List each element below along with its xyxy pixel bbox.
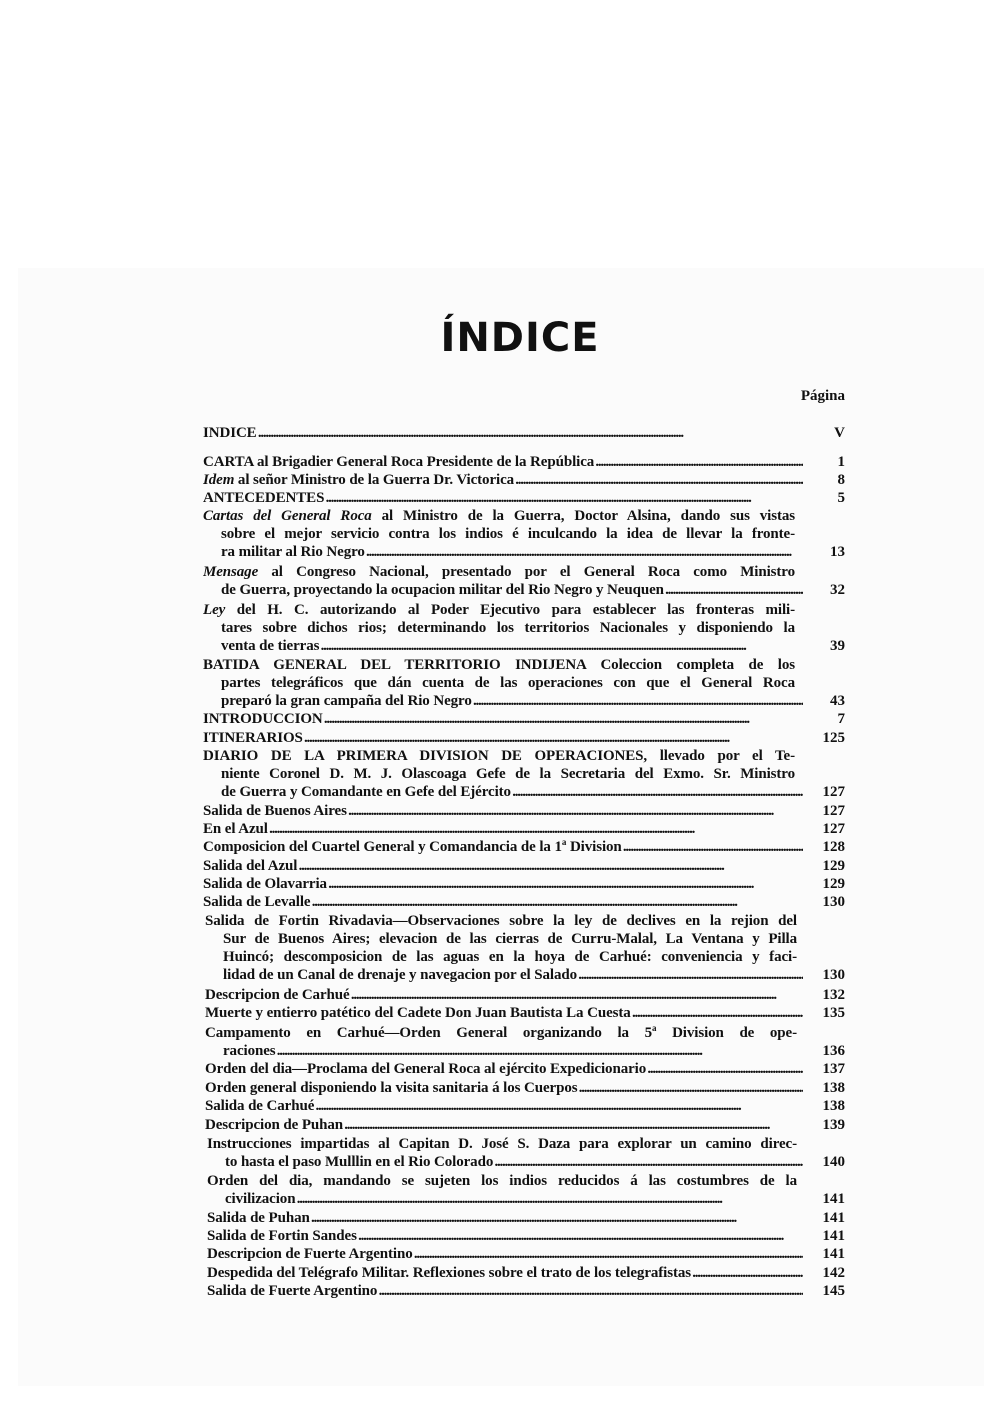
toc-entry-page: 13	[830, 544, 845, 560]
toc-entry-page: 139	[822, 1117, 845, 1133]
toc-entry-title	[203, 601, 795, 619]
toc-entry-title: Descripcion de Carhué . . .	[205, 986, 803, 1004]
toc-entry-page: 127	[822, 784, 845, 800]
toc-entry-title	[203, 453, 803, 471]
toc-entry-page: 142	[822, 1265, 845, 1281]
toc-entry-title: Salida de Olavarria . . .	[203, 875, 803, 893]
toc-entry-lead: Ley	[203, 602, 226, 618]
toc-entry-title: Salida de Levalle . . .	[203, 893, 803, 911]
toc-entry-title: Salida de Buenos Aires . . .	[203, 802, 803, 820]
toc-entry-lead: CARTA	[203, 454, 254, 470]
superscript: a	[561, 838, 567, 847]
toc-entry-text: del H. C. autorizando al Poder Ejecutivo para establecer las fronteras mili-	[236, 602, 795, 618]
toc-entry-page: 129	[822, 858, 845, 874]
toc-entry-title: Despedida del Telégrafo Militar. Reflexiones sobre el trato de los telegrafistas . . .	[207, 1264, 803, 1282]
toc-entry-text: al Ministro de la Guerra, Doctor Alsina, dando sus vistas	[381, 508, 795, 524]
toc-entry-text: llevado por el Te-	[659, 748, 795, 764]
toc-entry-title: Instrucciones impartidas al Capitan D. José S. Daza para explorar un camino direc-	[207, 1136, 797, 1152]
toc-entry-title: Salida de Fortin Sandes . . .	[207, 1227, 803, 1245]
toc-entry-continuation: Huincó; descomposicion de las aguas en la hoya de Carhué: conveniencia y faci-	[223, 949, 797, 965]
toc-entry-continuation: niente Coronel D. M. J. Olascoaga Gefe de la Secretaria del Exmo. Sr. Ministro	[221, 766, 795, 782]
toc-entry-continuation: de Guerra y Comandante en Gefe del Ejército . . .	[221, 783, 803, 801]
toc-entry-text: Coleccion completa de los	[600, 657, 795, 673]
toc-entry-continuation: civilizacion . . .	[225, 1190, 803, 1208]
toc-entry-page: 141	[822, 1210, 845, 1226]
toc-entry-continuation: ra militar al Rio Negro . . .	[221, 543, 803, 561]
toc-entry-title	[203, 507, 795, 525]
toc-entry-title: INDICE . . .	[203, 424, 803, 442]
toc-entry-title: ANTECEDENTES . . .	[203, 489, 803, 507]
toc-entry-page: 130	[822, 894, 845, 910]
toc-entry-title: Descripcion de Puhan . . .	[205, 1116, 803, 1134]
toc-entry-page: 8	[837, 472, 845, 488]
toc-entry-page: 5	[837, 490, 845, 506]
toc-entry-page: 137	[822, 1061, 845, 1077]
toc-entry-title: Descripcion de Fuerte Argentino . . .	[207, 1245, 803, 1263]
toc-entry-title: En el Azul . . .	[203, 820, 803, 838]
toc-entry-page: 128	[822, 839, 845, 855]
page-column-label: Página	[800, 388, 845, 404]
toc-entry-title: Salida de Puhan . . .	[207, 1209, 803, 1227]
toc-entry-page: 1	[837, 454, 845, 470]
toc-entry-text: Division	[569, 839, 622, 855]
toc-entry-lead: Mensage	[203, 564, 259, 580]
toc-entry-text: al Congreso Nacional, presentado por el General Roca como Ministro	[271, 564, 795, 580]
toc-entry-page: 145	[822, 1283, 845, 1299]
toc-entry-title	[203, 838, 803, 856]
toc-entry-page: 141	[822, 1191, 845, 1207]
toc-entry-continuation: Sur de Buenos Aires; elevacion de las cierras de Curru-Malal, La Ventana y Pilla	[223, 931, 797, 947]
superscript: a	[651, 1024, 657, 1033]
toc-entry-title: Orden general disponiendo la visita sanitaria á los Cuerpos . . .	[205, 1079, 803, 1097]
toc-entry-continuation: to hasta el paso Mulllin en el Rio Colorado . . .	[225, 1153, 803, 1171]
toc-entry-page: 127	[822, 803, 845, 819]
toc-entry-continuation: tares sobre dichos rios; determinando los territorios Nacionales y disponiendo la	[221, 620, 795, 636]
toc-entry-text: al señor Ministro de la Guerra Dr. Victorica	[237, 472, 515, 488]
toc-entry-text: al Brigadier General Roca Presidente de la República	[257, 454, 595, 470]
toc-entry-title: Salida del Azul . . .	[203, 857, 803, 875]
toc-entry-title: Orden del dia—Proclama del General Roca al ejército Expedicionario . . .	[205, 1060, 803, 1078]
toc-entry-lead: Composicion del Cuartel General y Comandancia de la 1	[203, 839, 562, 855]
toc-entry-page: 141	[822, 1228, 845, 1244]
toc-entry-page: 138	[822, 1080, 845, 1096]
toc-entry-title	[203, 656, 795, 674]
toc-entry-page: 39	[830, 638, 845, 654]
toc-entry-title: Salida de Fuerte Argentino . . .	[207, 1282, 803, 1300]
toc-entry-title: ITINERARIOS . . .	[203, 729, 803, 747]
toc-entry-page: 43	[830, 693, 845, 709]
toc-entry-page: 135	[822, 1005, 845, 1021]
toc-entry-lead: BATIDA GENERAL DEL TERRITORIO INDIJENA	[203, 657, 586, 673]
toc-entry-page: 132	[822, 987, 845, 1003]
toc-entry-lead: Idem	[203, 472, 235, 488]
toc-entry-title	[203, 563, 795, 581]
toc-entry-continuation: lidad de un Canal de drenaje y navegacion por el Salado . . .	[223, 966, 803, 984]
toc-entry-title	[203, 471, 803, 489]
toc-entry-page: V	[834, 425, 845, 441]
page-title: ÍNDICE	[440, 315, 600, 361]
toc-entry-continuation: raciones . . .	[223, 1042, 803, 1060]
toc-entry-page: 141	[822, 1246, 845, 1262]
toc-entry-title: Salida de Carhué . . .	[205, 1097, 803, 1115]
toc-entry-title: Muerte y entierro patético del Cadete Don Juan Bautista La Cuesta . . .	[205, 1004, 803, 1022]
toc-entry-title	[203, 747, 795, 765]
toc-entry-page: 136	[822, 1043, 845, 1059]
toc-entry-page: 130	[822, 967, 845, 983]
toc-entry-text: Division de ope-	[672, 1025, 797, 1041]
toc-entry-title	[205, 1024, 797, 1042]
toc-entry-title: Salida de Fortin Rivadavia—Observaciones sobre la ley de declives en la rejion del	[205, 913, 797, 929]
toc-entry-continuation: sobre el mejor servicio contra los indios é inculcando la idea de llevar la fronte-	[221, 526, 795, 542]
toc-entry-page: 32	[830, 582, 845, 598]
toc-entry-continuation: de Guerra, proyectando la ocupacion militar del Rio Negro y Neuquen . . .	[221, 581, 803, 599]
toc-entry-page: 125	[822, 730, 845, 746]
toc-entry-page: 129	[822, 876, 845, 892]
toc-entry-page: 7	[837, 711, 845, 727]
toc-entry-page: 140	[822, 1154, 845, 1170]
toc-entry-page: 138	[822, 1098, 845, 1114]
toc-entry-lead: DIARIO DE LA PRIMERA DIVISION DE OPERACIONES,	[203, 748, 648, 764]
toc-entry-title: INTRODUCCION . . .	[203, 710, 803, 728]
toc-entry-lead: Cartas del General Roca	[203, 508, 372, 524]
toc-entry-page: 127	[822, 821, 845, 837]
toc-entry-continuation: preparó la gran campaña del Rio Negro . . .	[221, 692, 803, 710]
toc-entry-continuation: venta de tierras . . .	[221, 637, 803, 655]
toc-entry-title: Orden del dia, mandando se sujeten los indios reducidos á las costumbres de la	[207, 1173, 797, 1189]
toc-entry-continuation: partes telegráficos que dán cuenta de las operaciones con que el General Roca	[221, 675, 795, 691]
toc-entry-lead: Campamento en Carhué—Orden General organizando la 5	[205, 1025, 652, 1041]
